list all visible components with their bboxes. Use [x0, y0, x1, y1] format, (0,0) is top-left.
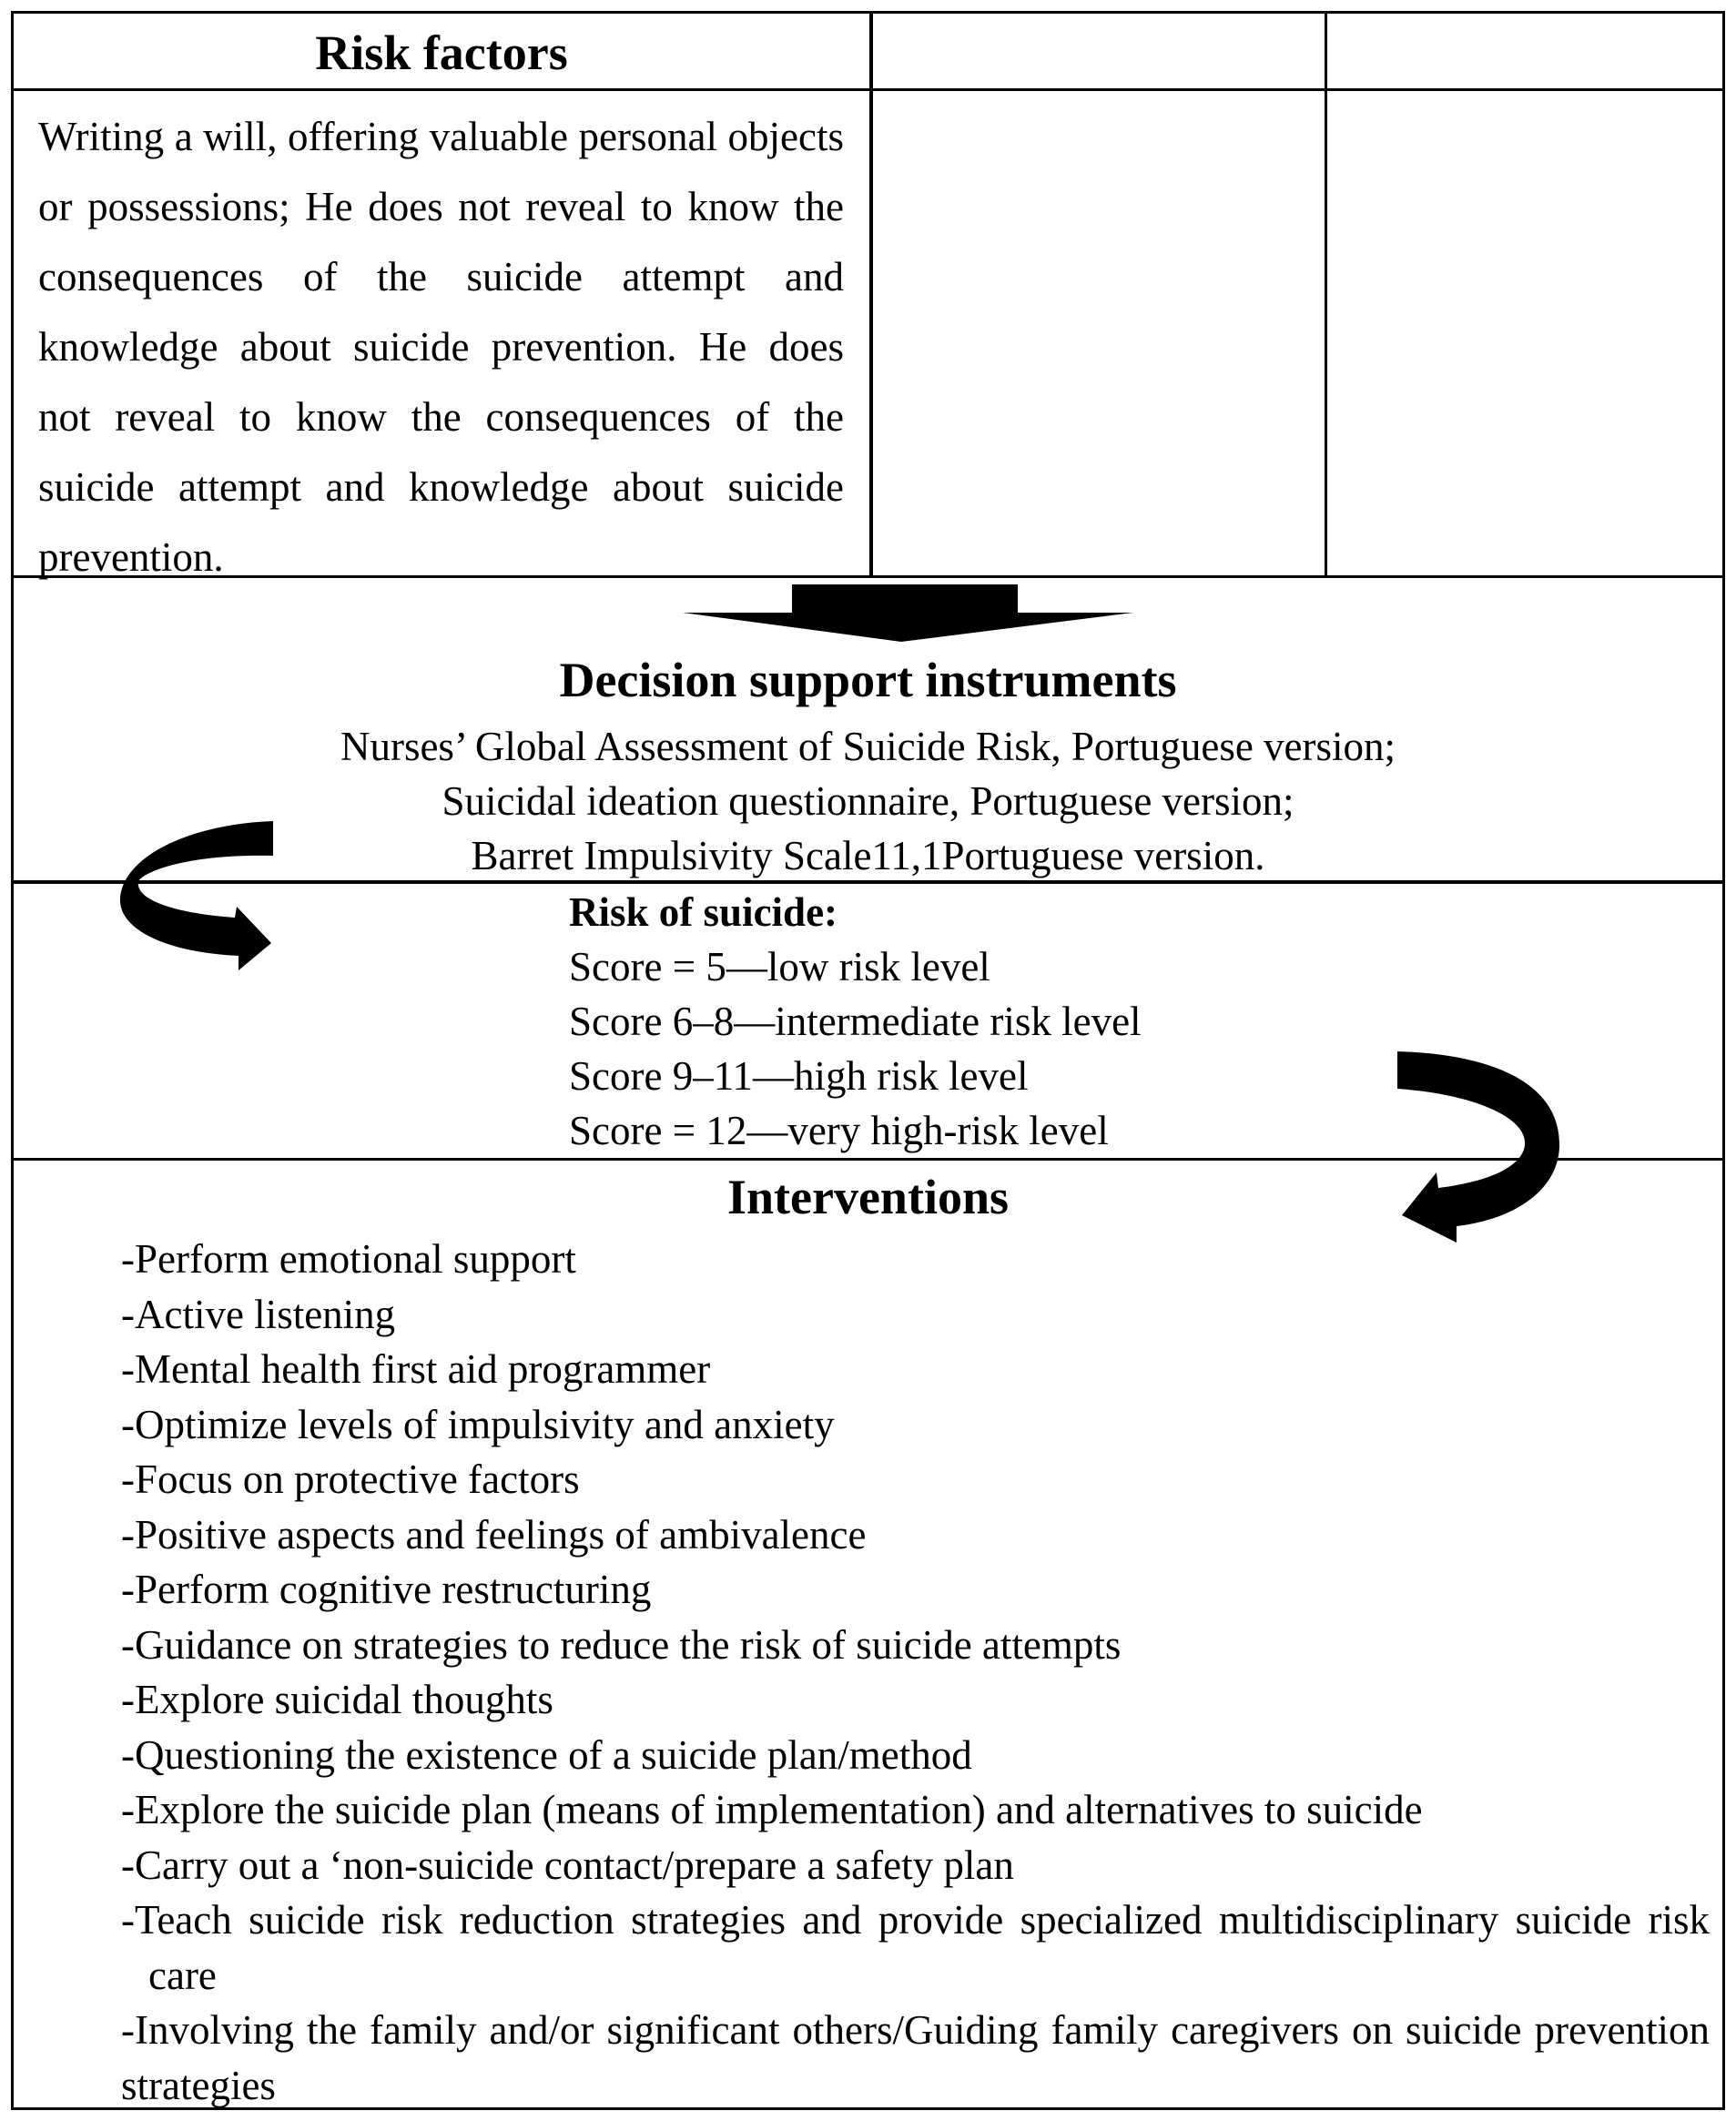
intervention-item: -Carry out a ‘non-suicide contact/prepare a safety plan [121, 1842, 1014, 1888]
intervention-item: -Perform emotional support [121, 1236, 576, 1282]
risk-of-suicide-title: Risk of suicide: [569, 889, 838, 935]
intervention-item: -Active listening [121, 1291, 396, 1337]
risk-level-item: Score = 5—low risk level [569, 944, 990, 989]
intervention-item: -Focus on protective factors [121, 1456, 580, 1502]
intervention-item: -Explore suicidal thoughts [121, 1677, 553, 1722]
intervention-item: -Perform cognitive restructuring [121, 1567, 652, 1612]
risk-level-item: Score 9–11—high risk level [569, 1053, 1029, 1099]
header-row-divider [11, 88, 1725, 91]
risk-level-item: Score 6–8—intermediate risk level [569, 999, 1142, 1044]
intervention-item: -Guidance on strategies to reduce the risk of suicide attempts [121, 1621, 1122, 1668]
intervention-item: -Optimize levels of impulsivity and anxiety [121, 1401, 835, 1447]
risk-level-item: Score = 12—very high-risk level [569, 1108, 1109, 1153]
interventions-list [121, 1232, 1710, 2113]
instrument-item: Suicidal ideation questionnaire, Portuguese version; [442, 778, 1294, 824]
instrument-item: Nurses’ Global Assessment of Suicide Risk, Portuguese version; [340, 724, 1396, 769]
intervention-item: -Questioning the existence of a suicide plan/method [121, 1731, 972, 1778]
intervention-item: -Positive aspects and feelings of ambivalence [121, 1511, 867, 1558]
column-divider-1 [869, 11, 873, 577]
decision-support-title: Decision support instruments [559, 653, 1177, 707]
intervention-item: -Mental health first aid programmer [121, 1346, 711, 1392]
intervention-item: -Teach suicide risk reduction strategies and provide specialized multidisciplinary suicide risk care [121, 1897, 1710, 1998]
risk-of-suicide-block [569, 885, 1261, 1158]
interventions-title: Interventions [727, 1170, 1009, 1224]
risk-divider [11, 1158, 1725, 1161]
risk-factors-text: Writing a will, offering valuable personal objects or possessions; He does not reveal to know the consequences of the suicide attempt and knowledge about suicide prevention. He does not reveal to know the consequences of the suicide attempt and knowledge about suicide prevention. [38, 114, 844, 580]
instrument-list [14, 719, 1722, 883]
risk-factors-title: Risk factors [315, 25, 568, 80]
column-divider-2 [1325, 11, 1327, 577]
instrument-item: Barret Impulsivity Scale11,1Portuguese version. [471, 833, 1265, 878]
intervention-item: -Explore the suicide plan (means of implementation) and alternatives to suicide [121, 1787, 1423, 1832]
intervention-item: -Involving the family and/or significant others/Guiding family caregivers on suicide prevention strategies [121, 2007, 1710, 2108]
